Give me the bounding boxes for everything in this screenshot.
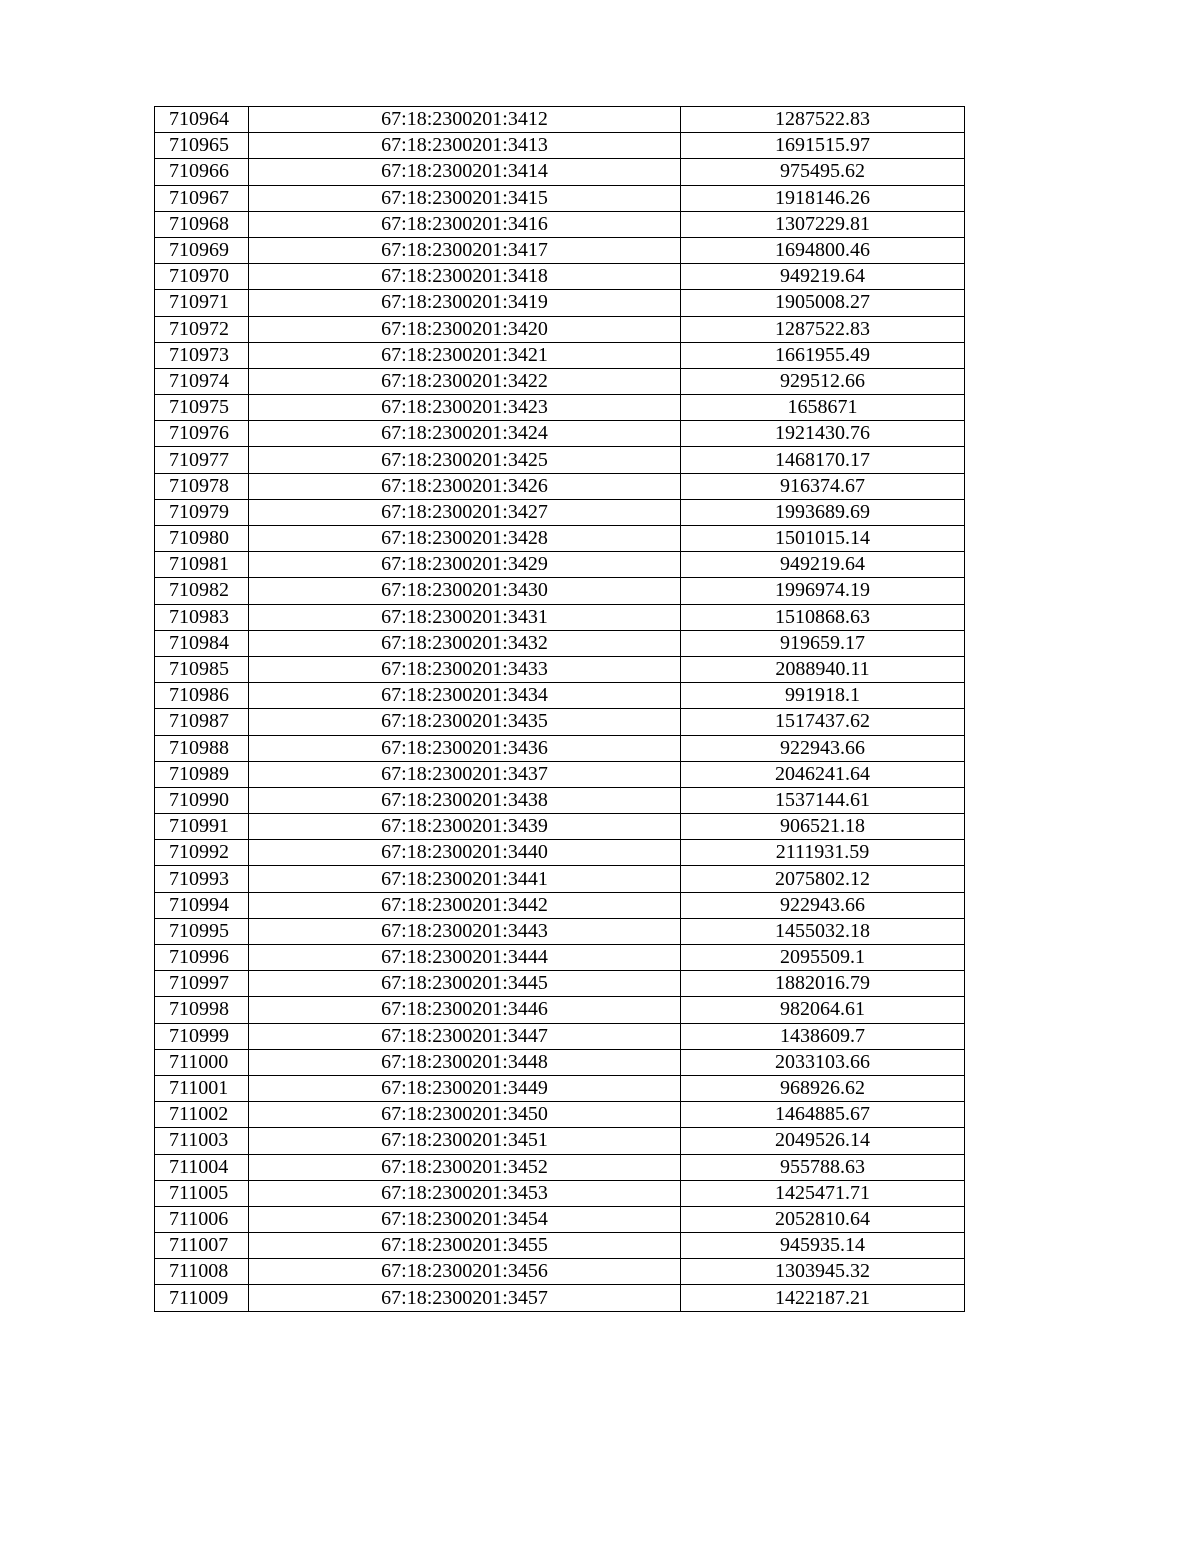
row-number-cell: 711006	[155, 1206, 249, 1232]
cadastral-number-cell: 67:18:2300201:3447	[249, 1023, 681, 1049]
cadastral-number-cell: 67:18:2300201:3421	[249, 342, 681, 368]
row-number-cell: 710988	[155, 735, 249, 761]
row-number-cell: 710994	[155, 892, 249, 918]
cadastral-value-cell: 1468170.17	[681, 447, 965, 473]
table-row	[155, 1049, 965, 1075]
row-number-cell: 710968	[155, 211, 249, 237]
table-row	[155, 185, 965, 211]
row-number-cell: 710992	[155, 840, 249, 866]
cadastral-value-cell: 1993689.69	[681, 499, 965, 525]
cadastral-value-cell: 1455032.18	[681, 918, 965, 944]
row-number-cell: 710972	[155, 316, 249, 342]
table-row	[155, 316, 965, 342]
row-number-cell: 711009	[155, 1285, 249, 1311]
cadastral-number-cell: 67:18:2300201:3431	[249, 604, 681, 630]
row-number-cell: 710997	[155, 971, 249, 997]
table-row	[155, 526, 965, 552]
row-number-cell: 710980	[155, 526, 249, 552]
table-row	[155, 683, 965, 709]
table-row	[155, 499, 965, 525]
cadastral-number-cell: 67:18:2300201:3433	[249, 656, 681, 682]
row-number-cell: 710977	[155, 447, 249, 473]
row-number-cell: 710991	[155, 814, 249, 840]
row-number-cell: 710969	[155, 237, 249, 263]
row-number-cell: 710982	[155, 578, 249, 604]
cadastral-value-cell: 929512.66	[681, 368, 965, 394]
table-row	[155, 709, 965, 735]
cadastral-number-cell: 67:18:2300201:3437	[249, 761, 681, 787]
cadastral-number-cell: 67:18:2300201:3449	[249, 1075, 681, 1101]
cadastral-number-cell: 67:18:2300201:3445	[249, 971, 681, 997]
row-number-cell: 710979	[155, 499, 249, 525]
row-number-cell: 710971	[155, 290, 249, 316]
table-row	[155, 1023, 965, 1049]
cadastral-value-cell: 922943.66	[681, 735, 965, 761]
row-number-cell: 710973	[155, 342, 249, 368]
cadastral-value-cell: 1918146.26	[681, 185, 965, 211]
table-row	[155, 866, 965, 892]
cadastral-value-cell: 2088940.11	[681, 656, 965, 682]
table-row	[155, 630, 965, 656]
table-row	[155, 211, 965, 237]
cadastral-value-cell: 1517437.62	[681, 709, 965, 735]
cadastral-number-cell: 67:18:2300201:3448	[249, 1049, 681, 1075]
table-body	[155, 107, 965, 1312]
cadastral-value-cell: 1694800.46	[681, 237, 965, 263]
row-number-cell: 710998	[155, 997, 249, 1023]
cadastral-value-cell: 2095509.1	[681, 945, 965, 971]
row-number-cell: 711001	[155, 1075, 249, 1101]
table-row	[155, 1206, 965, 1232]
row-number-cell: 710983	[155, 604, 249, 630]
table-row	[155, 159, 965, 185]
cadastral-value-cell: 1438609.7	[681, 1023, 965, 1049]
row-number-cell: 711008	[155, 1259, 249, 1285]
cadastral-value-cell: 1422187.21	[681, 1285, 965, 1311]
cadastral-value-cell: 2049526.14	[681, 1128, 965, 1154]
row-number-cell: 710986	[155, 683, 249, 709]
table-row	[155, 945, 965, 971]
cadastral-number-cell: 67:18:2300201:3438	[249, 787, 681, 813]
table-row	[155, 840, 965, 866]
row-number-cell: 710985	[155, 656, 249, 682]
row-number-cell: 710984	[155, 630, 249, 656]
cadastral-number-cell: 67:18:2300201:3446	[249, 997, 681, 1023]
cadastral-number-cell: 67:18:2300201:3434	[249, 683, 681, 709]
cadastral-value-cell: 955788.63	[681, 1154, 965, 1180]
table-row	[155, 1233, 965, 1259]
cadastral-value-cell: 1287522.83	[681, 107, 965, 133]
row-number-cell: 711002	[155, 1102, 249, 1128]
cadastral-value-cell: 1501015.14	[681, 526, 965, 552]
row-number-cell: 710978	[155, 473, 249, 499]
row-number-cell: 710974	[155, 368, 249, 394]
table-row	[155, 447, 965, 473]
cadastral-number-cell: 67:18:2300201:3418	[249, 264, 681, 290]
table-row	[155, 918, 965, 944]
cadastral-number-cell: 67:18:2300201:3429	[249, 552, 681, 578]
cadastral-number-cell: 67:18:2300201:3450	[249, 1102, 681, 1128]
table-row	[155, 761, 965, 787]
table-row	[155, 264, 965, 290]
cadastral-value-cell: 1691515.97	[681, 133, 965, 159]
row-number-cell: 710993	[155, 866, 249, 892]
cadastral-number-cell: 67:18:2300201:3415	[249, 185, 681, 211]
table-row	[155, 290, 965, 316]
cadastral-number-cell: 67:18:2300201:3427	[249, 499, 681, 525]
table-row	[155, 892, 965, 918]
cadastral-value-cell: 1996974.19	[681, 578, 965, 604]
cadastral-value-cell: 1287522.83	[681, 316, 965, 342]
table-row	[155, 604, 965, 630]
cadastral-number-cell: 67:18:2300201:3432	[249, 630, 681, 656]
cadastral-number-cell: 67:18:2300201:3454	[249, 1206, 681, 1232]
cadastral-value-cell: 1658671	[681, 395, 965, 421]
table-row	[155, 1180, 965, 1206]
cadastral-number-cell: 67:18:2300201:3425	[249, 447, 681, 473]
row-number-cell: 711000	[155, 1049, 249, 1075]
cadastral-number-cell: 67:18:2300201:3417	[249, 237, 681, 263]
cadastral-value-cell: 922943.66	[681, 892, 965, 918]
table-row	[155, 237, 965, 263]
cadastral-value-cell: 968926.62	[681, 1075, 965, 1101]
cadastral-value-cell: 1464885.67	[681, 1102, 965, 1128]
table-row	[155, 814, 965, 840]
row-number-cell: 710987	[155, 709, 249, 735]
table-row	[155, 656, 965, 682]
row-number-cell: 711004	[155, 1154, 249, 1180]
cadastral-value-cell: 2033103.66	[681, 1049, 965, 1075]
cadastral-value-cell: 2111931.59	[681, 840, 965, 866]
cadastral-value-cell: 2052810.64	[681, 1206, 965, 1232]
table-row	[155, 368, 965, 394]
row-number-cell: 710981	[155, 552, 249, 578]
table-row	[155, 1102, 965, 1128]
cadastral-value-cell: 982064.61	[681, 997, 965, 1023]
cadastral-value-cell: 1510868.63	[681, 604, 965, 630]
cadastral-number-cell: 67:18:2300201:3414	[249, 159, 681, 185]
cadastral-number-cell: 67:18:2300201:3439	[249, 814, 681, 840]
cadastral-value-table	[154, 106, 965, 1312]
row-number-cell: 710996	[155, 945, 249, 971]
cadastral-value-cell: 1921430.76	[681, 421, 965, 447]
row-number-cell: 711007	[155, 1233, 249, 1259]
table-row	[155, 395, 965, 421]
row-number-cell: 710990	[155, 787, 249, 813]
cadastral-number-cell: 67:18:2300201:3422	[249, 368, 681, 394]
cadastral-value-cell: 1882016.79	[681, 971, 965, 997]
row-number-cell: 710995	[155, 918, 249, 944]
cadastral-number-cell: 67:18:2300201:3453	[249, 1180, 681, 1206]
table-row	[155, 552, 965, 578]
row-number-cell: 710967	[155, 185, 249, 211]
cadastral-value-cell: 1661955.49	[681, 342, 965, 368]
table-row	[155, 133, 965, 159]
cadastral-number-cell: 67:18:2300201:3423	[249, 395, 681, 421]
table-row	[155, 342, 965, 368]
table-row	[155, 997, 965, 1023]
table-row	[155, 971, 965, 997]
cadastral-value-cell: 1425471.71	[681, 1180, 965, 1206]
cadastral-number-cell: 67:18:2300201:3436	[249, 735, 681, 761]
cadastral-number-cell: 67:18:2300201:3442	[249, 892, 681, 918]
cadastral-number-cell: 67:18:2300201:3419	[249, 290, 681, 316]
row-number-cell: 710999	[155, 1023, 249, 1049]
cadastral-number-cell: 67:18:2300201:3457	[249, 1285, 681, 1311]
row-number-cell: 711005	[155, 1180, 249, 1206]
table-row	[155, 1075, 965, 1101]
table-row	[155, 1285, 965, 1311]
row-number-cell: 711003	[155, 1128, 249, 1154]
cadastral-value-cell: 2046241.64	[681, 761, 965, 787]
table-row	[155, 735, 965, 761]
cadastral-number-cell: 67:18:2300201:3416	[249, 211, 681, 237]
cadastral-number-cell: 67:18:2300201:3424	[249, 421, 681, 447]
row-number-cell: 710989	[155, 761, 249, 787]
cadastral-value-cell: 2075802.12	[681, 866, 965, 892]
cadastral-number-cell: 67:18:2300201:3441	[249, 866, 681, 892]
cadastral-value-cell: 1307229.81	[681, 211, 965, 237]
table-row	[155, 578, 965, 604]
cadastral-number-cell: 67:18:2300201:3413	[249, 133, 681, 159]
cadastral-value-cell: 975495.62	[681, 159, 965, 185]
row-number-cell: 710966	[155, 159, 249, 185]
table-row	[155, 1154, 965, 1180]
table-row	[155, 1259, 965, 1285]
cadastral-number-cell: 67:18:2300201:3412	[249, 107, 681, 133]
cadastral-value-cell: 1905008.27	[681, 290, 965, 316]
row-number-cell: 710970	[155, 264, 249, 290]
table-row	[155, 473, 965, 499]
cadastral-value-cell: 945935.14	[681, 1233, 965, 1259]
row-number-cell: 710976	[155, 421, 249, 447]
table-row	[155, 1128, 965, 1154]
cadastral-number-cell: 67:18:2300201:3420	[249, 316, 681, 342]
table-row	[155, 107, 965, 133]
cadastral-number-cell: 67:18:2300201:3428	[249, 526, 681, 552]
cadastral-number-cell: 67:18:2300201:3426	[249, 473, 681, 499]
cadastral-value-cell: 1537144.61	[681, 787, 965, 813]
cadastral-value-cell: 949219.64	[681, 264, 965, 290]
table-row	[155, 787, 965, 813]
cadastral-number-cell: 67:18:2300201:3456	[249, 1259, 681, 1285]
cadastral-number-cell: 67:18:2300201:3430	[249, 578, 681, 604]
cadastral-number-cell: 67:18:2300201:3444	[249, 945, 681, 971]
cadastral-value-cell: 919659.17	[681, 630, 965, 656]
cadastral-number-cell: 67:18:2300201:3451	[249, 1128, 681, 1154]
cadastral-value-cell: 949219.64	[681, 552, 965, 578]
cadastral-number-cell: 67:18:2300201:3455	[249, 1233, 681, 1259]
cadastral-value-cell: 916374.67	[681, 473, 965, 499]
row-number-cell: 710965	[155, 133, 249, 159]
row-number-cell: 710975	[155, 395, 249, 421]
cadastral-value-cell: 1303945.32	[681, 1259, 965, 1285]
cadastral-number-cell: 67:18:2300201:3452	[249, 1154, 681, 1180]
row-number-cell: 710964	[155, 107, 249, 133]
cadastral-number-cell: 67:18:2300201:3435	[249, 709, 681, 735]
cadastral-value-cell: 906521.18	[681, 814, 965, 840]
cadastral-number-cell: 67:18:2300201:3440	[249, 840, 681, 866]
cadastral-value-cell: 991918.1	[681, 683, 965, 709]
table-row	[155, 421, 965, 447]
cadastral-number-cell: 67:18:2300201:3443	[249, 918, 681, 944]
